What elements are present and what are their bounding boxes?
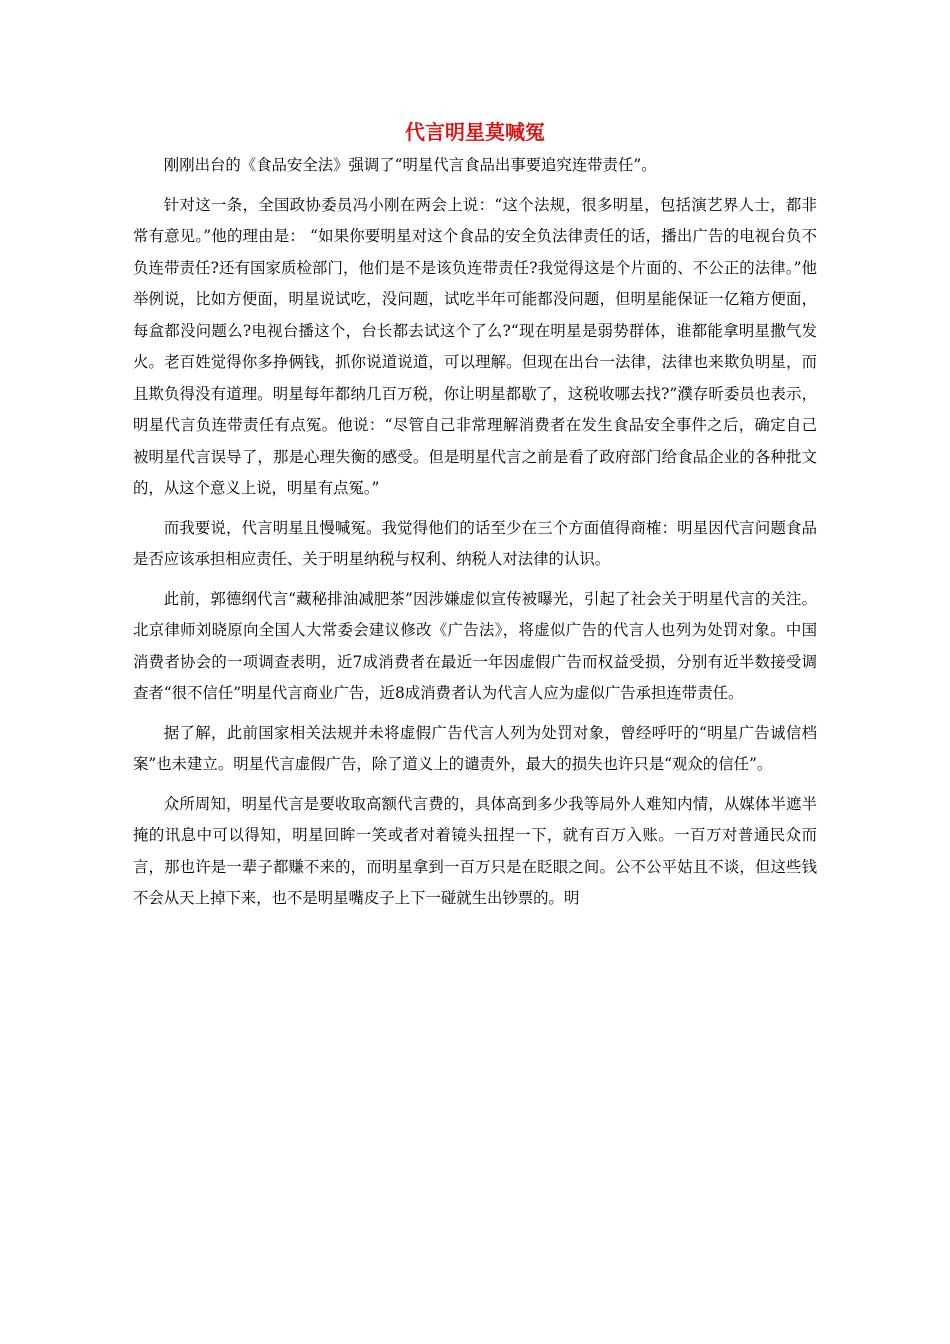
paragraph-4: 此前，郭德纲代言“藏秘排油减肥茶”因涉嫌虚似宣传被曝光，引起了社会关于明星代言的关注。北京律师刘晓原向全国人大常委会建议修改《广告法》，将虚似广告的代言人也列为处罚对象。中国消费者协会的一项调查表明，近7成消费者在最近一年因虚假广告而权益受损，分别有近半数接受调查者“很不信任”明星代言商业广告，近8成消费者认为代言人应为虚似广告承担连带责任。 (133, 589, 817, 702)
document-page (133, 118, 817, 923)
document-title: 代言明星莫喊冤 (405, 120, 545, 144)
paragraph-6: 众所周知，明星代言是要收取高额代言费的，具体高到多少我等局外人难知内情，从媒体半遮半掩的讯息中可以得知，明星回眸一笑或者对着镜头扭捏一下，就有百万入账。一百万对普通民众而言，那也许是一辈子都赚不来的，而明星拿到一百万只是在眨眼之间。公不公平姑且不谈，但这些钱不会从天上掉下来，也不是明星嘴皮子上下一碰就生出钞票的。明 (133, 794, 817, 907)
paragraph-3: 而我要说，代言明星且慢喊冤。我觉得他们的话至少在三个方面值得商榷：明星因代言问题食品是否应该承担相应责任、关于明星纳税与权利、纳税人对法律的认识。 (133, 518, 817, 568)
paragraph-2: 针对这一条，全国政协委员冯小刚在两会上说：“这个法规，很多明星，包括演艺界人士，都非常有意见。”他的理由是： “如果你要明星对这个食品的安全负法律责任的话，播出广告的电视台负不负连带责任?还有国家质检部门，他们是不是该负连带责任?我觉得这是个片面的、不公正的法律。”他举例说，比如方便面，明星说试吃，没问题，试吃半年可能都没问题，但明星能保证一亿箱方便面，每盒都没问题么?电视台播这个，台长都去试这个了么?“现在明星是弱势群体，谁都能拿明星撒气发火。老百姓觉得你多挣俩钱，抓你说道说道，可以理解。但现在出台一法律，法律也来欺负明星，而且欺负得没有道理。明星每年都纳几百万税，你让明星都歇了，这税收哪去找?”濮存昕委员也表示，明星代言负连带责任有点冤。他说：“尽管自己非常理解消费者在发生食品安全事件之后，确定自己被明星代言误导了，那是心理失衡的感受。但是明星代言之前是看了政府部门给食品企业的各种批文的，从这个意义上说，明星有点冤。” (133, 195, 817, 497)
paragraph-1: 刚刚出台的《食品安全法》强调了“明星代言食品出事要追究连带责任”。 (163, 156, 657, 174)
paragraph-5: 据了解，此前国家相关法规并未将虚假广告代言人列为处罚对象，曾经呼吁的“明星广告诚信档案”也未建立。明星代言虚假广告，除了道义上的谴责外，最大的损失也许只是“观众的信任”。 (133, 723, 817, 773)
